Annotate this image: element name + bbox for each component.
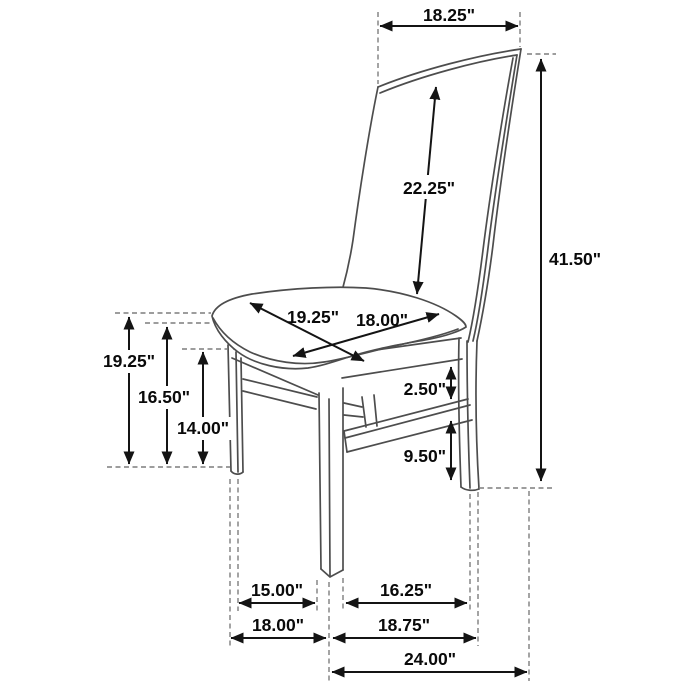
dim-side-depth: 18.75": [377, 615, 431, 635]
dim-seat-depth: 19.25": [286, 307, 340, 327]
backrest-right-edge-mid: [473, 55, 517, 341]
rear-right-leg: [459, 338, 461, 487]
left-stretcher-top-2: [344, 403, 362, 407]
rear-left-leg-edge: [374, 395, 377, 426]
dim-overall-height: 41.50": [549, 249, 602, 269]
left-stretcher-bottom-2: [344, 415, 363, 417]
backrest-right-edge-outer: [477, 49, 521, 341]
backrest-top-edge-inner: [380, 55, 517, 93]
dim-floor-to-seat-top: 19.25": [102, 351, 156, 371]
backrest-right-edge-inner: [468, 58, 513, 342]
right-apron-bottom: [342, 359, 462, 378]
front-left-leg-inner: [241, 358, 243, 472]
dim-backrest-height: 22.25": [402, 178, 456, 198]
dim-floor-to-apron: 14.00": [176, 418, 230, 438]
front-left-foot: [231, 471, 243, 474]
front-right-leg-corner: [329, 399, 330, 576]
rear-right-leg-outer: [476, 341, 479, 489]
rear-left-leg: [362, 397, 366, 427]
front-right-leg-outer: [319, 393, 321, 569]
front-left-leg-corner: [236, 352, 238, 472]
dim-overall-depth: 24.00": [403, 649, 457, 669]
front-right-foot: [321, 569, 343, 577]
dim-side-leg-spacing: 16.25": [379, 580, 433, 600]
seat-cushion: [212, 287, 466, 368]
dim-apron-gap: 2.50": [403, 379, 446, 399]
dim-stretcher-height: 9.50": [403, 446, 446, 466]
dim-floor-to-seat-frame: 16.50": [137, 387, 191, 407]
dim-seat-width: 18.00": [355, 310, 409, 330]
right-stretcher-end: [344, 431, 347, 452]
backrest-left-edge: [342, 87, 378, 291]
dim-front-width: 18.00": [251, 615, 305, 635]
rear-right-leg-corner: [467, 341, 470, 488]
dim-front-leg-spacing: 15.00": [250, 580, 304, 600]
backrest-top-edge: [378, 49, 521, 87]
front-left-leg-outer: [228, 345, 231, 471]
dim-back-top-width: 18.25": [422, 5, 476, 25]
